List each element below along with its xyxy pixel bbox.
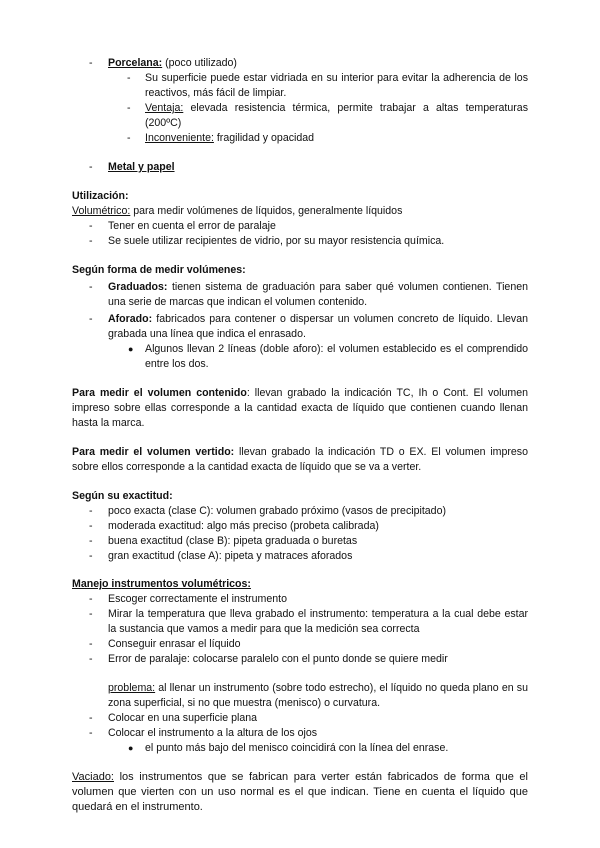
exactitud-item-4: gran exactitud (clase A): pipeta y matraces aforados (108, 550, 353, 562)
vertido-paragraph (72, 445, 528, 475)
contenido-label: Para medir el volumen contenido (72, 387, 247, 399)
list-dash: - (89, 57, 93, 69)
list-dash: - (89, 535, 93, 547)
porcelana-title: Porcelana: (108, 57, 163, 69)
vaciado-text: los instrumentos que se fabrican para verter están fabricados de forma que el volumen que vierten con un uso normal es el que indican. Tiene en cuenta el líquido que quedará en el instrumento. (72, 771, 528, 813)
list-dash: - (127, 132, 131, 144)
forma-heading: Según forma de medir volúmenes: (72, 264, 246, 276)
exactitud-item-3: buena exactitud (clase B): pipeta graduada o buretas (108, 535, 358, 547)
ventaja-label: Ventaja: (145, 102, 184, 114)
problema-text: al llenar un instrumento (sobre todo estrecho), el líquido no queda plano en su zona superficial, si no que muestra (menisco) o curvatura. (108, 682, 528, 709)
contenido-paragraph (72, 386, 528, 431)
list-dash: - (127, 102, 131, 114)
list-dash: - (89, 727, 93, 739)
list-dash: - (89, 550, 93, 562)
porcelana-item-2 (145, 101, 528, 131)
list-dash: - (89, 281, 93, 293)
porcelana-item-3 (145, 131, 528, 146)
manejo-item-4: Error de paralaje: colocarse paralelo con el punto donde se quiere medir (108, 653, 448, 665)
list-dash: - (89, 161, 93, 173)
vaciado-label: Vaciado: (72, 771, 114, 783)
utilizacion-item-2: Se suele utilizar recipientes de vidrio, por su mayor resistencia química. (108, 235, 445, 247)
aforado-item (108, 312, 528, 342)
inconveniente-text: fragilidad y opacidad (213, 132, 315, 144)
aforado-sub: Algunos llevan 2 líneas (doble aforo): el volumen establecido es el comprendido entre los dos. (145, 343, 528, 370)
list-dash: - (89, 593, 93, 605)
porcelana-line (108, 56, 528, 71)
graduados-text: tienen sistema de graduación para saber qué volumen contienen. Tienen una serie de marcas que indican el volumen contenido. (108, 281, 528, 308)
list-dash: - (127, 72, 131, 84)
utilizacion-heading: Utilización: (72, 190, 129, 202)
list-dash: - (89, 520, 93, 532)
contenido-text: : llevan grabado la indicación TC, Ih o Cont. El volumen impreso sobre ellas corresponde a la cantidad exacta de líquido que contienen cuando llenan hasta la marca. (72, 387, 528, 429)
volumetrico-line (72, 204, 528, 219)
inconveniente-label: Inconveniente: (145, 132, 214, 144)
vertido-text: llevan grabado la indicación TD o EX. El volumen impreso sobre ellos corresponde a la cantidad exacta de líquido que se va a verter. (72, 446, 528, 473)
volumetrico-label: Volumétrico: (72, 205, 131, 217)
manejo-sub: el punto más bajo del menisco coincidirá con la línea del enrase. (145, 742, 449, 754)
graduados-label: Graduados: (108, 281, 168, 293)
list-dash: - (89, 220, 93, 232)
porcelana-note: (poco utilizado) (162, 57, 237, 69)
manejo-item-3: Conseguir enrasar el líquido (108, 638, 241, 650)
vaciado-paragraph (72, 770, 528, 815)
exactitud-item-2: moderada exactitud: algo más preciso (probeta calibrada) (108, 520, 379, 532)
manejo-item-1: Escoger correctamente el instrumento (108, 593, 287, 605)
exactitud-heading: Según su exactitud: (72, 490, 173, 502)
list-dash: - (89, 235, 93, 247)
exactitud-item-1: poco exacta (clase C): volumen grabado próximo (vasos de precipitado) (108, 505, 446, 517)
metal-title: Metal y papel (108, 161, 175, 173)
graduados-item (108, 280, 528, 310)
list-dash: - (89, 313, 93, 325)
problema-label: problema: (108, 682, 156, 694)
bullet-dot: ● (128, 743, 134, 753)
bullet-dot: ● (128, 344, 134, 354)
manejo-item-5: Colocar en una superficie plana (108, 712, 257, 724)
manejo-item-2: Mirar la temperatura que lleva grabado el instrumento: temperatura a la cual debe estar la sustancia que vamos a medir para que la medición sea correcta (108, 608, 528, 635)
list-dash: - (89, 653, 93, 665)
list-dash: - (89, 638, 93, 650)
porcelana-item-1: Su superficie puede estar vidriada en su interior para evitar la adherencia de los reactivos, más fácil de limpiar. (145, 72, 528, 99)
list-dash: - (89, 712, 93, 724)
manejo-item-6: Colocar el instrumento a la altura de los ojos (108, 727, 318, 739)
list-dash: - (89, 505, 93, 517)
problema-paragraph (108, 681, 528, 711)
ventaja-text: elevada resistencia térmica, permite trabajar a altas temperaturas (200ºC) (145, 102, 528, 129)
list-dash: - (89, 608, 93, 620)
aforado-label: Aforado: (108, 313, 153, 325)
volumetrico-text: para medir volúmenes de líquidos, generalmente líquidos (130, 205, 403, 217)
aforado-text: fabricados para contener o dispersar un volumen concreto de líquido. Llevan grabada una línea que indica el enrasado. (108, 313, 528, 340)
manejo-heading: Manejo instrumentos volumétricos: (72, 578, 251, 590)
utilizacion-item-1: Tener en cuenta el error de paralaje (108, 220, 276, 232)
vertido-label: Para medir el volumen vertido: (72, 446, 235, 458)
